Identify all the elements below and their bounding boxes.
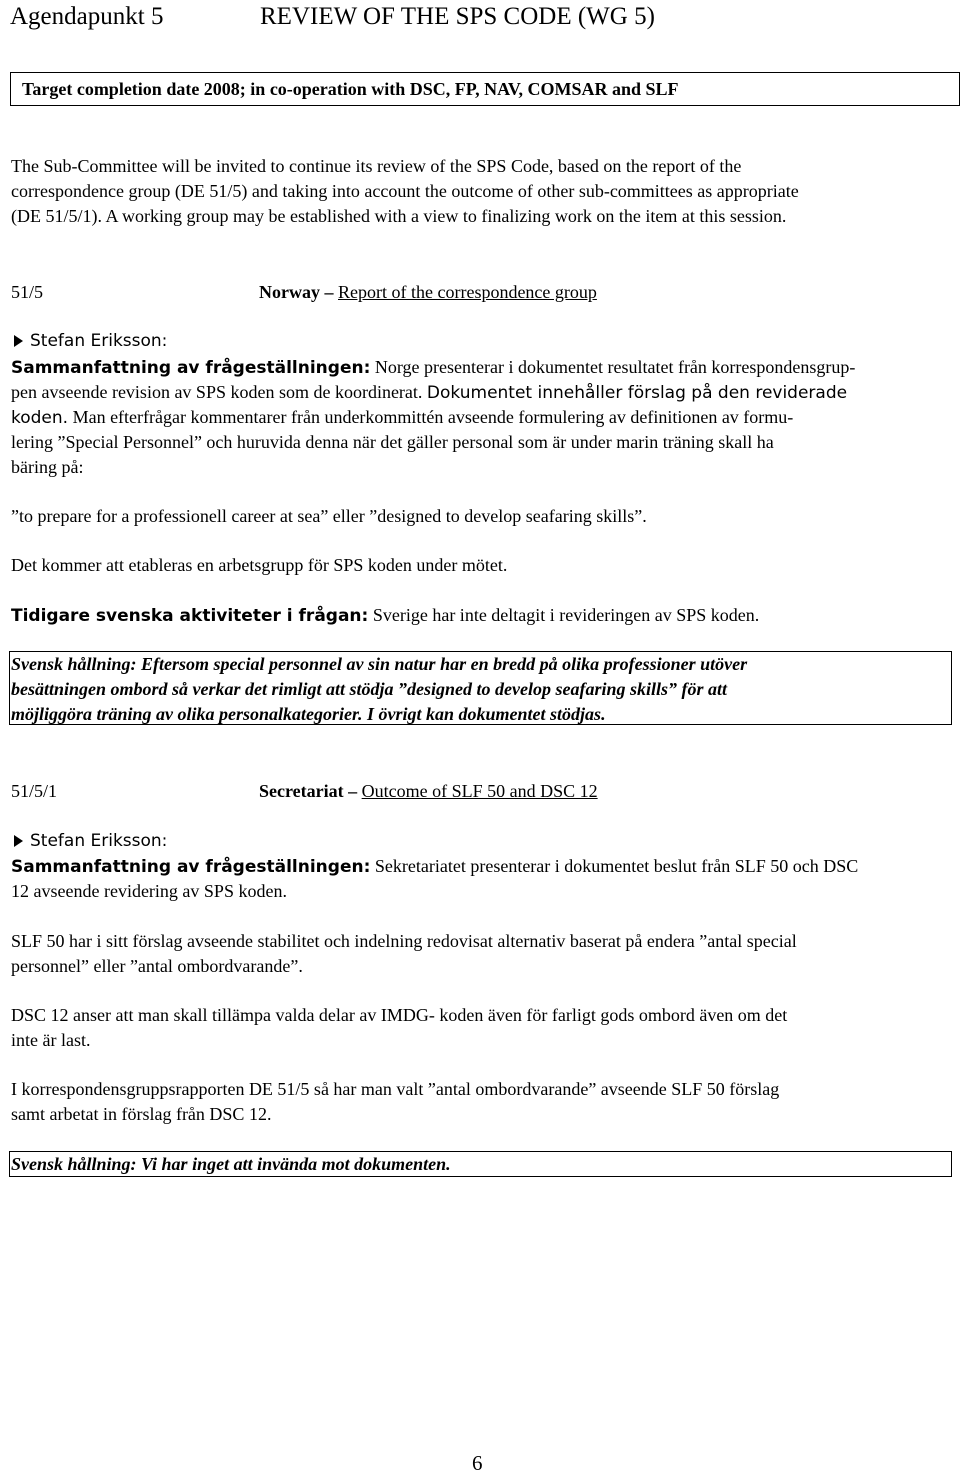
doc2-heading (259, 779, 598, 804)
doc2-dsc-line-1: DSC 12 anser att man skall tillämpa valda delar av IMDG- koden även för farligt gods ombord även om det (11, 1005, 788, 1025)
doc2-speaker-name: Stefan Eriksson: (30, 831, 168, 851)
doc1-speaker-name: Stefan Eriksson: (30, 331, 168, 351)
doc1-heading (259, 280, 597, 305)
doc2-title: Outcome of SLF 50 and DSC 12 (361, 781, 598, 801)
doc2-slf-line-1: SLF 50 har i sitt förslag avseende stabilitet och indelning redovisat alternativ baserat på endera ”antal special (11, 931, 797, 951)
doc2-dash: – (348, 781, 358, 801)
target-text: Target completion date 2008; in co-operation with DSC, FP, NAV, COMSAR and SLF (22, 79, 679, 99)
doc2-position-box (9, 1151, 952, 1177)
doc1-summary-label: Sammanfattning av frågeställningen: (11, 358, 371, 378)
doc2-summary-label: Sammanfattning av frågeställningen: (11, 857, 371, 877)
doc1-workgroup: Det kommer att etableras en arbetsgrupp för SPS koden under mötet. (11, 555, 508, 575)
doc1-summary-line-3: koden. Man efterfrågar kommentarer från underkommittén avseende formulering av definitionen av formu- (11, 407, 794, 428)
doc2-position: Svensk hållning: Vi har inget att invända mot dokumenten. (11, 1154, 451, 1174)
page-number: 6 (472, 1451, 483, 1475)
play-triangle-icon (14, 835, 23, 847)
doc1-speaker (14, 329, 167, 354)
doc1-dash: – (324, 282, 334, 302)
doc1-position-box (9, 651, 952, 725)
doc2-summary-line-1: Sammanfattning av frågeställningen: Sekretariatet presenterar i dokumentet beslut från SLF 50 och DSC (11, 856, 859, 877)
intro-line-1: The Sub-Committee will be invited to continue its review of the SPS Code, based on the report of the (11, 156, 742, 176)
doc1-position-line-2: besättningen ombord så verkar det rimligt att stödja ”designed to develop seafaring skills” för att (11, 679, 728, 699)
intro-line-3: (DE 51/5/1). A working group may be established with a view to finalizing work on the item at this session. (11, 206, 787, 226)
doc2-slf-line-2: personnel” eller ”antal ombordvarande”. (11, 956, 303, 976)
doc1-number: 51/5 (11, 282, 44, 302)
doc1-summary-line-4: lering ”Special Personnel” och huruvida denna när det gäller personal som är under marin träning skall ha (11, 432, 774, 452)
doc2-dsc-line-2: inte är last. (11, 1030, 91, 1050)
doc1-summary-line-1: Sammanfattning av frågeställningen: Norge presenterar i dokumentet resultatet från korrespondensgrup- (11, 357, 856, 378)
doc2-submitter: Secretariat (259, 781, 344, 801)
agenda-label: Agendapunkt 5 (10, 3, 164, 30)
play-triangle-icon (14, 335, 23, 347)
doc1-position-line-3: möjliggöra träning av olika personalkategorier. I övrigt kan dokumentet stödjas. (11, 704, 606, 724)
intro-line-2: correspondence group (DE 51/5) and taking into account the outcome of other sub-committees as appropriate (11, 181, 799, 201)
agenda-title: REVIEW OF THE SPS CODE (WG 5) (260, 3, 655, 30)
doc1-position-line-1: Svensk hållning: Eftersom special personnel av sin natur har en bredd på olika professioner utöver (11, 654, 748, 674)
doc1-previous: Tidigare svenska aktiviteter i frågan: Sverige har inte deltagit i revideringen av SPS koden. (11, 605, 760, 626)
doc2-number: 51/5/1 (11, 781, 58, 801)
doc1-summary-line-2: pen avseende revision av SPS koden som de koordinerat. Dokumentet innehåller förslag på den reviderade (11, 382, 848, 403)
target-box (10, 72, 960, 106)
doc1-summary-line-5: bäring på: (11, 457, 84, 477)
doc1-submitter: Norway (259, 282, 320, 302)
doc2-corr-line-2: samt arbetat in förslag från DSC 12. (11, 1104, 272, 1124)
doc2-speaker (14, 829, 167, 854)
doc1-previous-label: Tidigare svenska aktiviteter i frågan: (11, 606, 369, 626)
doc1-title: Report of the correspondence group (338, 282, 597, 302)
doc2-summary-line-2: 12 avseende revidering av SPS koden. (11, 881, 287, 901)
doc1-quote: ”to prepare for a professionell career at sea” eller ”designed to develop seafaring skills”. (11, 506, 647, 526)
doc2-corr-line-1: I korrespondensgruppsrapporten DE 51/5 så har man valt ”antal ombordvarande” avseende SLF 50 förslag (11, 1079, 780, 1099)
